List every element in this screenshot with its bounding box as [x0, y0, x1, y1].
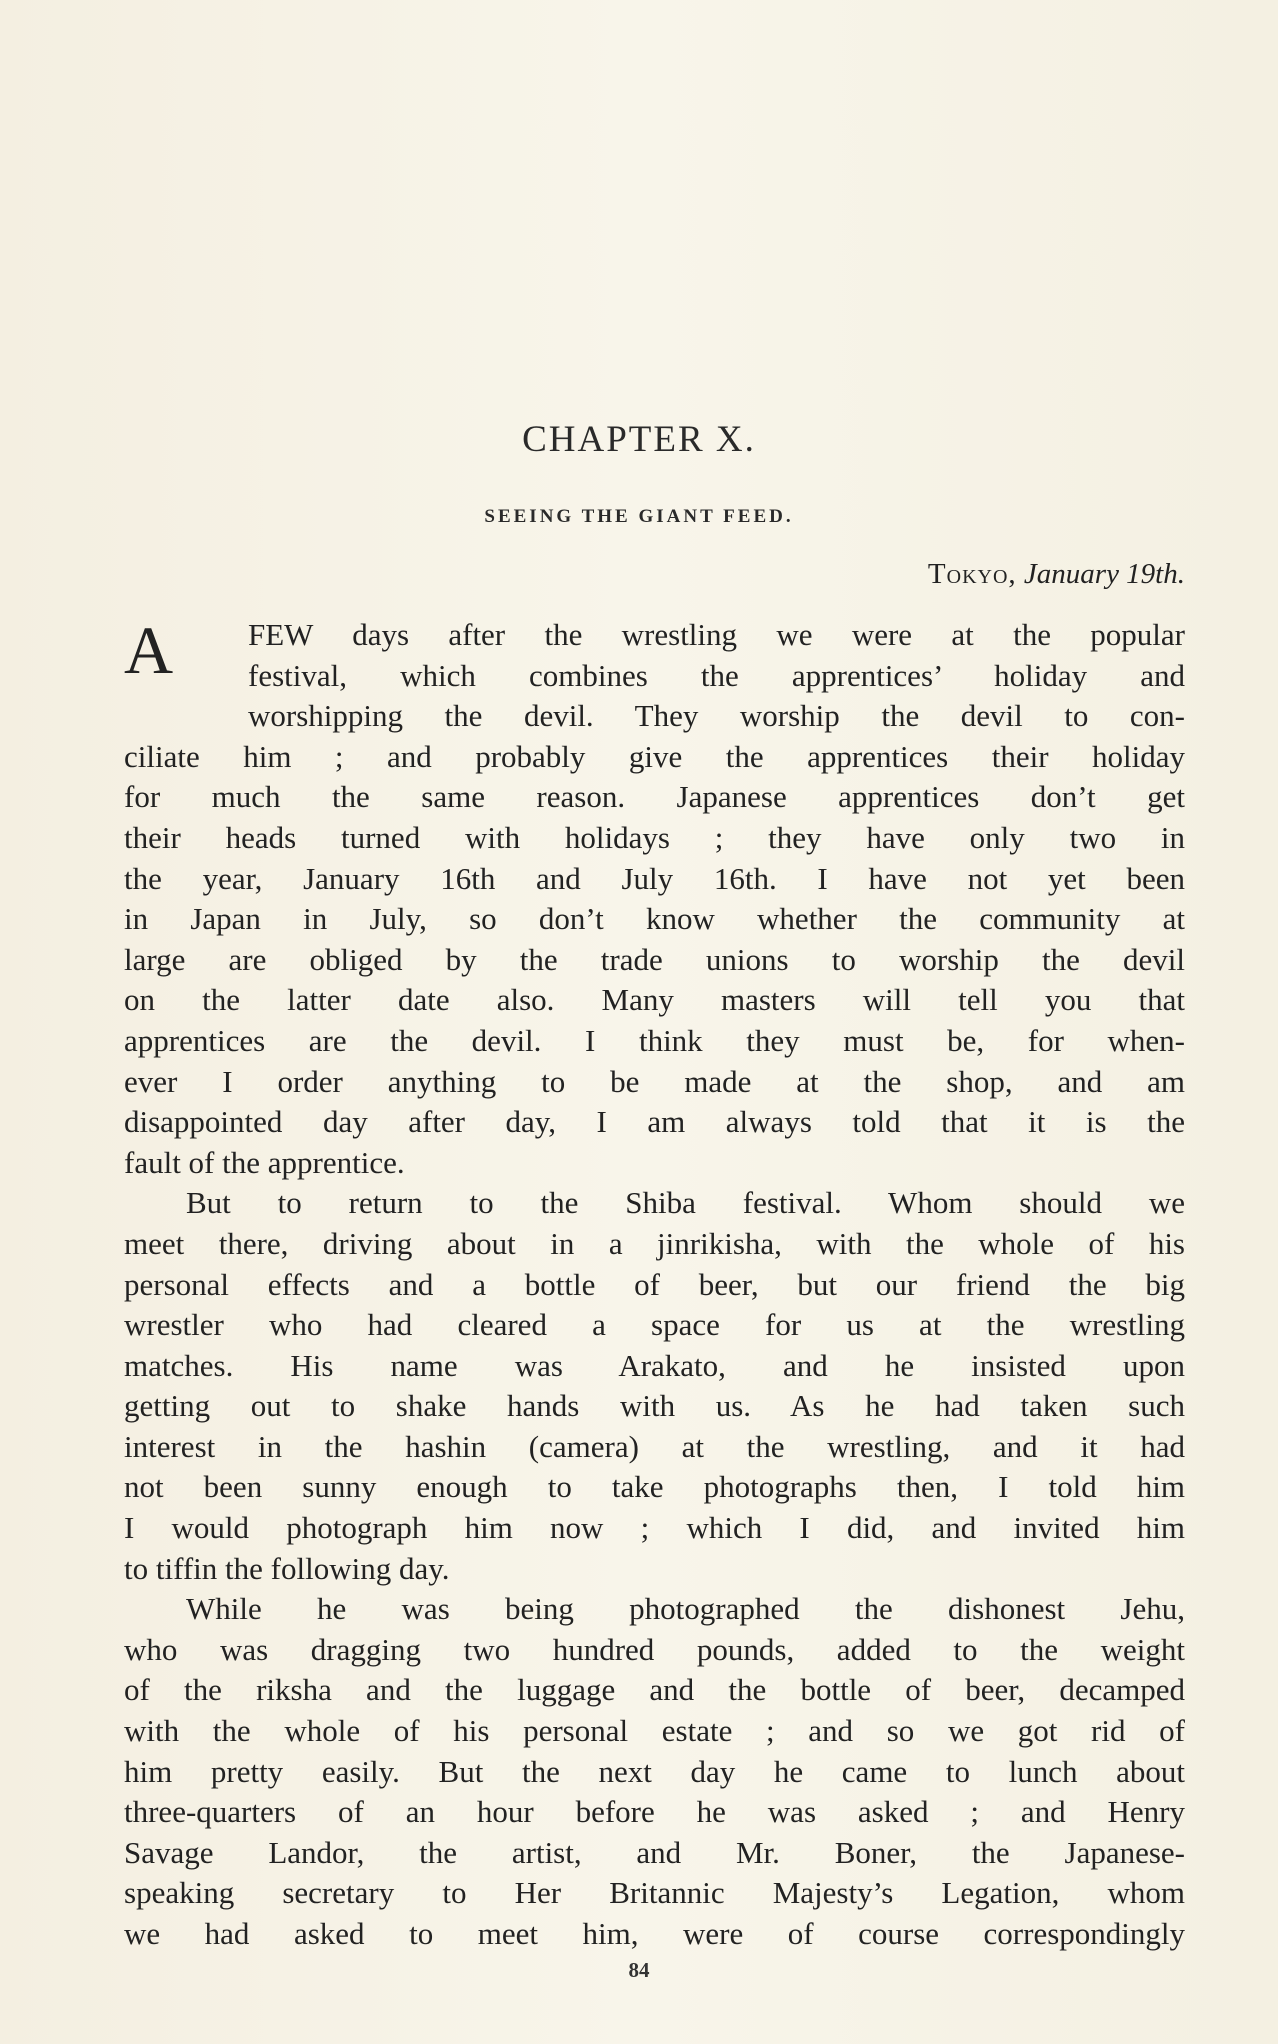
- text-line: on the latter date also. Many masters will tell you that: [124, 982, 1185, 1018]
- text-line: meet there, driving about in a jinrikisha, with the whole of his: [124, 1225, 1185, 1261]
- text-line: the year, January 16th and July 16th. I have not yet been: [124, 860, 1185, 896]
- text-line: for much the same reason. Japanese apprentices don’t get: [124, 779, 1185, 815]
- text-line: worshipping the devil. They worship the devil to con-: [248, 698, 1185, 734]
- text-line: While he was being photographed the dishonest Jehu,: [186, 1591, 1185, 1627]
- body-text: [124, 612, 1185, 1955]
- text-line: in Japan in July, so don’t know whether the community at: [124, 901, 1185, 937]
- text-line: I would photograph him now ; which I did, and invited him: [124, 1510, 1185, 1546]
- text-line: not been sunny enough to take photographs then, I told him: [124, 1469, 1185, 1505]
- chapter-subtitle: SEEING THE GIANT FEED.: [484, 506, 794, 527]
- dateline-place: Tokyo,: [927, 558, 1017, 590]
- page-number: 84: [628, 1958, 650, 1982]
- dateline: [928, 558, 1185, 591]
- text-line: FEW days after the wrestling we were at the popular: [248, 617, 1185, 652]
- text-line: matches. His name was Arakato, and he insisted upon: [124, 1347, 1185, 1383]
- text-line: disappointed day after day, I am always told that it is the: [124, 1104, 1185, 1140]
- text-line: of the riksha and the luggage and the bottle of beer, decamped: [124, 1672, 1185, 1708]
- text-line: fault of the apprentice.: [124, 1144, 405, 1180]
- text-line: who was dragging two hundred pounds, added to the weight: [124, 1631, 1185, 1667]
- text-line: Savage Landor, the artist, and Mr. Boner, the Japanese-: [124, 1834, 1185, 1870]
- text-line: we had asked to meet him, were of course correspondingly: [124, 1916, 1185, 1951]
- text-line: three-quarters of an hour before he was asked ; and Henry: [124, 1794, 1185, 1830]
- text-line: to tiffin the following day.: [124, 1550, 450, 1586]
- text-line: But to return to the Shiba festival. Whom should we: [186, 1185, 1185, 1221]
- text-line: speaking secretary to Her Britannic Majesty’s Legation, whom: [124, 1875, 1185, 1911]
- drop-cap: A: [124, 612, 174, 688]
- text-line: festival, which combines the apprentices’ holiday and: [248, 657, 1185, 693]
- text-line: personal effects and a bottle of beer, but our friend the big: [124, 1266, 1185, 1302]
- text-line: large are obliged by the trade unions to worship the devil: [124, 941, 1185, 977]
- text-line: ever I order anything to be made at the shop, and am: [124, 1063, 1185, 1099]
- text-line: wrestler who had cleared a space for us at the wrestling: [124, 1307, 1185, 1343]
- text-line: interest in the hashin (camera) at the wrestling, and it had: [124, 1428, 1185, 1464]
- text-line: their heads turned with holidays ; they have only two in: [124, 819, 1185, 855]
- text-line: with the whole of his personal estate ; and so we got rid of: [124, 1713, 1185, 1749]
- dateline-date: January 19th.: [1023, 558, 1185, 590]
- text-line: him pretty easily. But the next day he came to lunch about: [124, 1753, 1185, 1789]
- text-line: ciliate him ; and probably give the apprentices their holiday: [124, 738, 1185, 774]
- text-line: getting out to shake hands with us. As he had taken such: [124, 1388, 1185, 1424]
- chapter-title: CHAPTER X.: [522, 419, 756, 460]
- text-line: apprentices are the devil. I think they must be, for when-: [124, 1022, 1185, 1058]
